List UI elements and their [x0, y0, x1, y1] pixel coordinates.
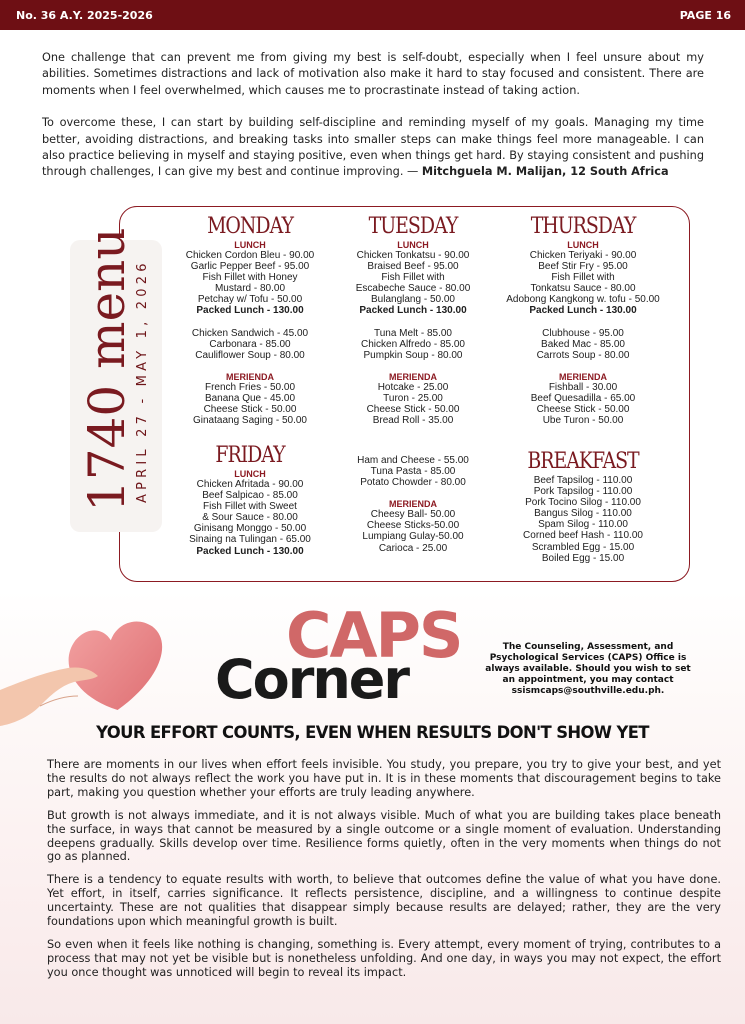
- list-item: Chicken Teriyaki - 90.00: [529, 250, 637, 261]
- day-name: MONDAY: [207, 214, 293, 239]
- list-item: Tuna Melt - 85.00: [373, 327, 452, 339]
- day-monday: [175, 216, 325, 426]
- list-item: Cauliflower Soup - 80.00: [195, 349, 305, 361]
- list-item: Petchay w/ Tofu - 50.00: [197, 294, 303, 306]
- list-item: Scrambled Egg - 15.00: [531, 541, 635, 553]
- list-item: Cheese Stick - 50.00: [203, 404, 297, 416]
- menu-title: 1740 menu: [78, 227, 136, 512]
- day-name: FRIDAY: [215, 443, 285, 468]
- list-item: Ginataang Saging - 50.00: [193, 415, 307, 427]
- list-item: Cheese Sticks-50.00: [366, 520, 460, 532]
- list-item: Hotcake - 25.00: [377, 381, 449, 393]
- day-name: TUESDAY: [368, 214, 458, 239]
- list-item: Potato Chowder - 80.00: [360, 477, 466, 489]
- list-item: French Fries - 50.00: [204, 381, 296, 393]
- list-item: Beef Tapsilog - 110.00: [533, 475, 633, 486]
- section-label: LUNCH: [234, 469, 266, 479]
- list-item: Ham and Cheese - 55.00: [357, 455, 469, 466]
- essay-author: Mitchguela M. Malijan, 12 South Africa: [421, 165, 669, 179]
- corner-title: Corner: [215, 648, 409, 711]
- list-item: Turon - 25.00: [383, 392, 443, 404]
- list-item: Bulanglang - 50.00: [371, 294, 455, 306]
- list-item: Cheese Stick - 50.00: [366, 404, 460, 416]
- packed-lunch: Packed Lunch - 130.00: [359, 305, 467, 317]
- article-headline: YOUR EFFORT COUNTS, EVEN WHEN RESULTS DON'T SHOW YET: [96, 723, 649, 742]
- intro-paragraph-2: To overcome these, I can start by building self-discipline and reminding myself of my goals. Managing my time better, avoiding distractions, and breaking tasks into smaller steps can make things feel more manageable. I can also practice believing in myself and staying positive, even when things get hard. By staying consistent and pushing through challenges, I can give my best and continue improving. — Mitchguela M. Malijan, 12 South Africa: [42, 116, 704, 179]
- list-item: Ube Turon - 50.00: [542, 415, 624, 427]
- day-tuesday: [338, 216, 488, 426]
- list-item: Carrots Soup - 80.00: [536, 349, 630, 361]
- section-label: MERIENDA: [388, 499, 437, 510]
- list-item: Cheesy Ball- 50.00: [370, 509, 456, 521]
- list-item: Baked Mac - 85.00: [541, 338, 625, 350]
- list-item: Clubhouse - 95.00: [542, 327, 624, 339]
- list-item: Lumpiang Gulay-50.00: [362, 531, 464, 543]
- list-item: Mustard - 80.00: [214, 283, 286, 295]
- list-item: Beef Stir Fry - 95.00: [538, 261, 628, 273]
- breakfast-list: [507, 451, 659, 564]
- list-item: Bread Roll - 35.00: [372, 415, 454, 427]
- list-item: Carbonara - 85.00: [209, 338, 291, 350]
- day-name: THURSDAY: [530, 214, 636, 239]
- section-label: LUNCH: [397, 240, 429, 250]
- list-item: Ginisang Monggo - 50.00: [193, 523, 307, 535]
- list-item: Pork Tocino Silog - 110.00: [525, 497, 641, 509]
- list-item: Beef Salpicao - 85.00: [202, 490, 298, 502]
- list-item: Banana Que - 45.00: [204, 392, 296, 404]
- list-item: Boiled Egg - 15.00: [541, 552, 625, 564]
- day-friday-more: [338, 455, 488, 554]
- list-item: Spam Silog - 110.00: [538, 519, 628, 531]
- section-label: MERIENDA: [225, 371, 274, 382]
- intro-paragraph-1: One challenge that can prevent me from giving my best is self-doubt, especially when I feel unsure about my abilities. Sometimes distractions and lack of motivation also make it hard to stay focused and consistent. There are moments when I feel overwhelmed, which causes me to procrastinate instead of taking action.: [42, 51, 704, 97]
- list-item: Escabeche Sauce - 80.00: [355, 283, 471, 295]
- section-label: LUNCH: [234, 240, 266, 250]
- list-item: Braised Beef - 95.00: [367, 261, 459, 273]
- section-label: MERIENDA: [558, 371, 607, 382]
- list-item: Fishball - 30.00: [548, 381, 618, 393]
- page-number: PAGE 16: [679, 8, 731, 22]
- article-paragraph-4: So even when it feels like nothing is changing, something is. Every attempt, every moment of trying, contributes to a process that may not yet be visible but is nonetheless unfolding. And one day, in ways you may not expect, the effort you once thought was unnoticed will begin to reveal its impact.: [47, 937, 721, 979]
- list-item: Sinaing na Tulingan - 65.00: [189, 534, 311, 546]
- page-header: [0, 0, 745, 30]
- list-item: Adobong Kangkong w. tofu - 50.00: [506, 294, 660, 306]
- article-paragraph-2: But growth is not always immediate, and it is not always visible. Much of what you are building takes place beneath the surface, in ways that cannot be measured by a single outcome or a single moment of evaluation. Understanding deepens gradually. Skills develop over time. Resilience forms quietly, often in the very moments when things do not go as planned.: [47, 808, 721, 864]
- packed-lunch: Packed Lunch - 130.00: [196, 305, 304, 317]
- list-item: Fish Fillet with Sweet: [203, 501, 297, 513]
- menu-dates: APRIL 27 - MAY 1, 2026: [135, 259, 150, 503]
- list-item: Pork Tapsilog - 110.00: [533, 486, 633, 498]
- section-label: MERIENDA: [388, 371, 437, 382]
- list-item: Pumpkin Soup - 80.00: [363, 349, 463, 361]
- article-body: [47, 758, 721, 980]
- list-item: Chicken Sandwich - 45.00: [191, 327, 309, 339]
- issue-number: No. 36 A.Y. 2025-2026: [16, 8, 153, 22]
- list-item: Carioca - 25.00: [378, 542, 448, 554]
- day-thursday: [497, 216, 669, 426]
- list-item: Garlic Pepper Beef - 95.00: [190, 261, 310, 273]
- intro-essay: [42, 50, 704, 181]
- list-item: Tonkatsu Sauce - 80.00: [530, 283, 636, 295]
- list-item: & Sour Sauce - 80.00: [202, 512, 298, 524]
- packed-lunch: Packed Lunch - 130.00: [196, 545, 304, 557]
- packed-lunch: Packed Lunch - 130.00: [529, 305, 637, 317]
- list-item: Corned beef Hash - 110.00: [523, 530, 643, 542]
- list-item: Tuna Pasta - 85.00: [370, 466, 456, 478]
- list-item: Cheese Stick - 50.00: [536, 404, 630, 416]
- list-item: Fish Fillet with: [551, 272, 615, 284]
- list-item: Bangus Silog - 110.00: [534, 508, 632, 520]
- day-friday: [175, 445, 325, 557]
- list-item: Beef Quesadilla - 65.00: [530, 392, 636, 404]
- list-item: Fish Fillet with: [381, 272, 445, 284]
- heart-hand-illustration: [0, 610, 190, 730]
- section-label: LUNCH: [567, 240, 599, 250]
- list-item: Chicken Cordon Bleu - 90.00: [185, 250, 315, 261]
- caps-title: CAPS: [286, 599, 462, 672]
- article-paragraph-1: There are moments in our lives when effort feels invisible. You study, you prepare, you try to give your best, and yet the results do not always reflect the work you have put in. It is in these moments that discouragement begins to take part, making you question whether your efforts are truly leading anywhere.: [47, 758, 721, 799]
- list-item: Chicken Alfredo - 85.00: [361, 338, 465, 350]
- list-item: Chicken Afritada - 90.00: [196, 479, 304, 490]
- list-item: Chicken Tonkatsu - 90.00: [356, 250, 470, 261]
- list-item: Fish Fillet with Honey: [202, 272, 298, 284]
- article-paragraph-3: There is a tendency to equate results with worth, to believe that outcomes define the value of what you have done. Yet effort, in itself, carries significance. It reflects persistence, discipline, and a willingness to continue despite uncertainty. These are not qualities that disappear simply because results are delayed; rather, they are the very foundations upon which meaningful growth is built.: [47, 873, 721, 929]
- breakfast-title: BREAKFAST: [527, 449, 639, 474]
- caps-contact-info: The Counseling, Assessment, and Psychological Services (CAPS) Office is always available. Should you wish to set an appointment, you may contact ssismcaps@southville.edu.ph.: [485, 642, 691, 696]
